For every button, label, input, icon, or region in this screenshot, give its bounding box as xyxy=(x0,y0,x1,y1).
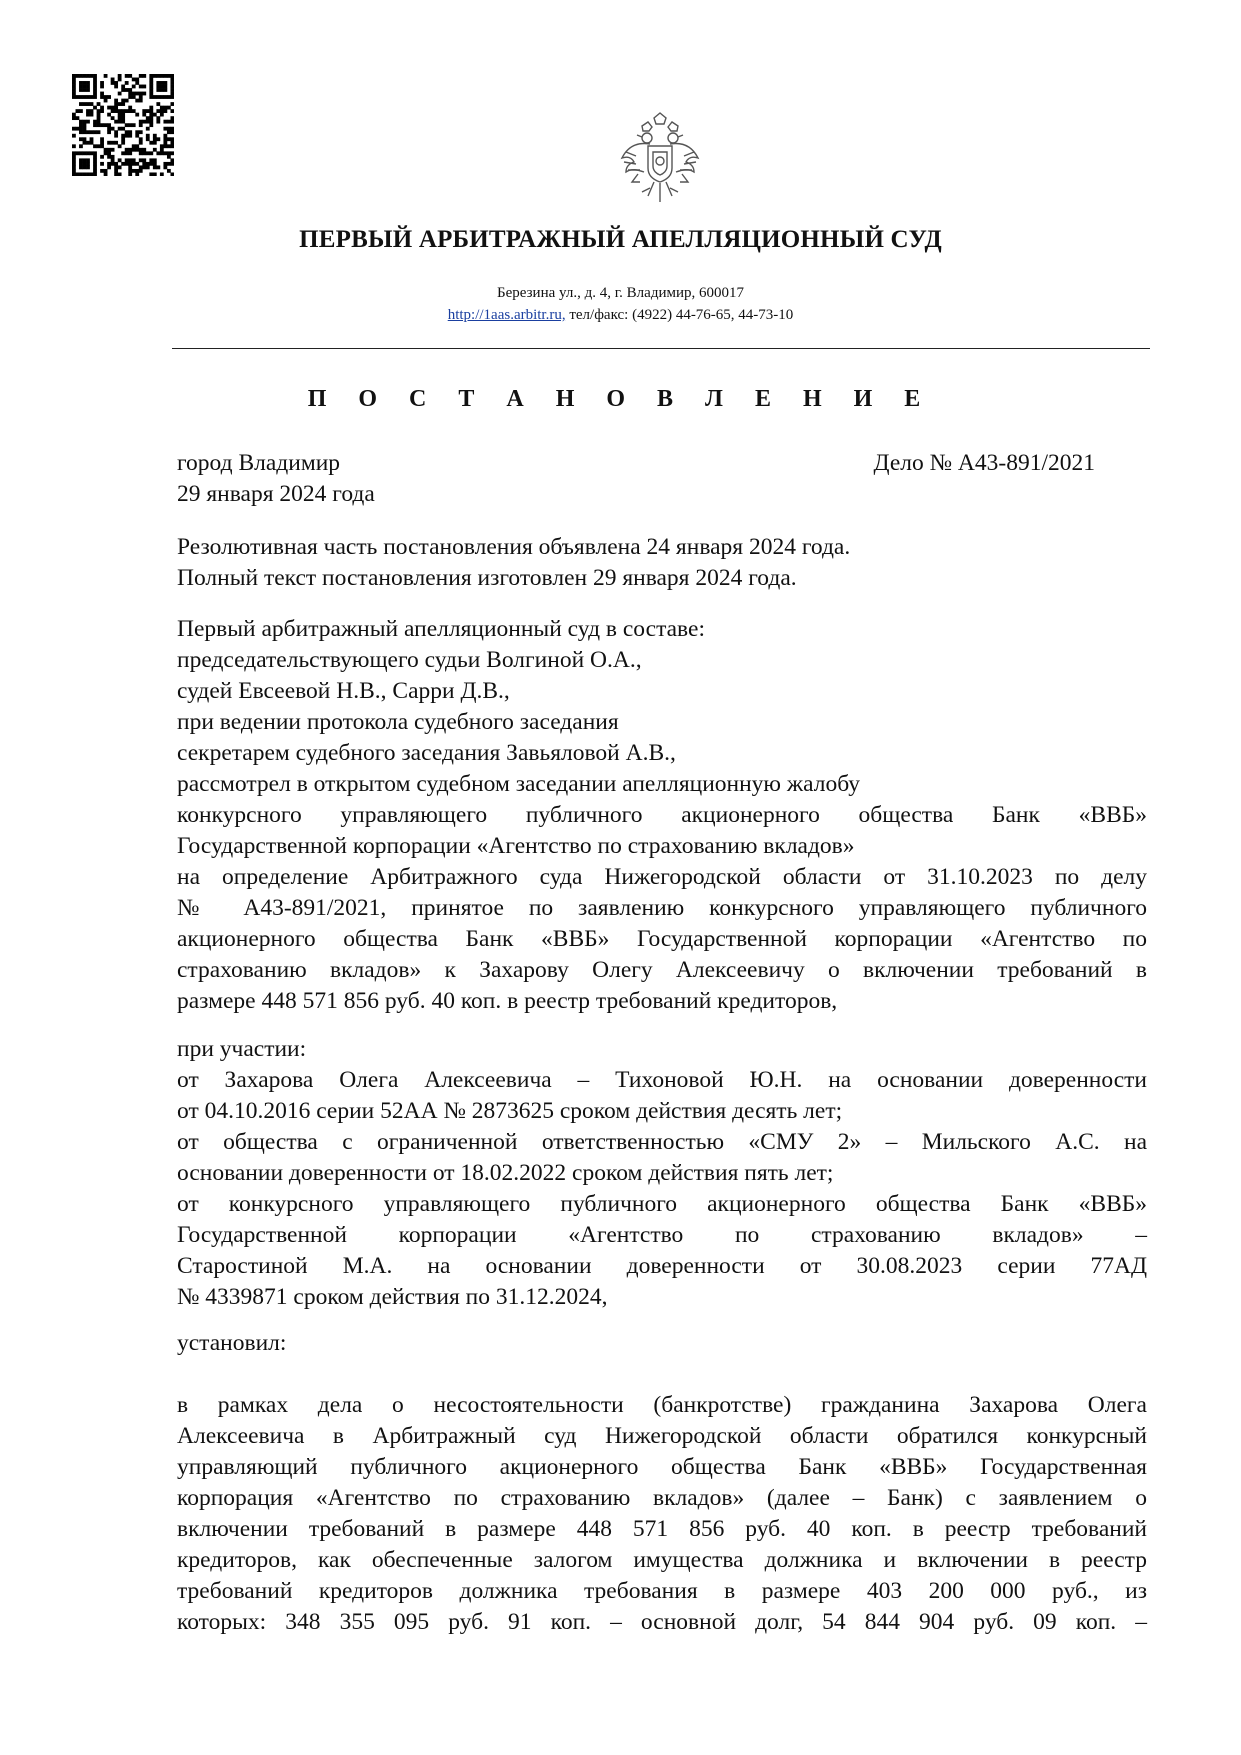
composition-line: страхованию вкладов» к Захарову Олегу Алексеевичу о включении требований в xyxy=(177,957,1147,983)
established-line: требований кредиторов должника требования в размере 403 200 000 руб., из xyxy=(177,1578,1147,1604)
resolution-line: Резолютивная часть постановления объявлена 24 января 2024 года. xyxy=(177,534,851,560)
established-line: в рамках дела о несостоятельности (банкротстве) гражданина Захарова Олега xyxy=(177,1392,1147,1418)
composition-line: конкурсного управляющего публичного акционерного общества Банк «ВВБ» xyxy=(177,802,1147,828)
established-line: Алексеевича в Арбитражный суд Нижегородской области обратился конкурсный xyxy=(177,1423,1147,1449)
composition-line: акционерного общества Банк «ВВБ» Государственной корпорации «Агентство по xyxy=(177,926,1147,952)
resolution-line: Полный текст постановления изготовлен 29 января 2024 года. xyxy=(177,565,797,591)
court-phone: тел/факс: (4922) 44-76-65, 44-73-10 xyxy=(565,307,794,323)
established-line: кредиторов, как обеспеченные залогом имущества должника и включении в реестр xyxy=(177,1547,1147,1573)
participation-line: при участии: xyxy=(177,1036,307,1062)
established-line: которых: 348 355 095 руб. 91 коп. – основной долг, 54 844 904 руб. 09 коп. – xyxy=(177,1609,1147,1635)
composition-line: № А43-891/2021, принятое по заявлению конкурсного управляющего публичного xyxy=(177,895,1147,921)
court-website-link[interactable]: http://1aas.arbitr.ru, xyxy=(447,307,566,323)
resolution-block xyxy=(177,532,1147,594)
city: город Владимир xyxy=(177,450,341,476)
established-line: корпорация «Агентство по страхованию вкладов» (далее – Банк) с заявлением о xyxy=(177,1485,1147,1511)
participation-line: от конкурсного управляющего публичного акционерного общества Банк «ВВБ» xyxy=(177,1191,1147,1217)
composition-line: на определение Арбитражного суда Нижегородской области от 31.10.2023 по делу xyxy=(177,864,1147,890)
header-divider xyxy=(172,348,1150,349)
case-number: Дело № А43-891/2021 xyxy=(873,450,1095,476)
participation-line: Государственной корпорации «Агентство по страхованию вкладов» – xyxy=(177,1222,1147,1248)
document-meta xyxy=(177,448,1147,510)
participation-line: от Захарова Олега Алексеевича – Тихоновой Ю.Н. на основании доверенности xyxy=(177,1067,1147,1093)
participation-line: Старостиной М.А. на основании доверенности от 30.08.2023 серии 77АД xyxy=(177,1253,1147,1279)
composition-line: судей Евсеевой Н.В., Сарри Д.В., xyxy=(177,678,510,704)
established-line: включении требований в размере 448 571 856 руб. 40 коп. в реестр требований xyxy=(177,1516,1147,1542)
participation-line: № 4339871 сроком действия по 31.12.2024, xyxy=(177,1284,608,1310)
document-type: П О С Т А Н О В Л Е Н И Е xyxy=(307,386,934,412)
composition-line: Государственной корпорации «Агентство по страхованию вкладов» xyxy=(177,833,855,859)
court-contacts xyxy=(0,307,1241,324)
participation-line: основании доверенности от 18.02.2022 сроком действия пять лет; xyxy=(177,1160,834,1186)
composition-line: при ведении протокола судебного заседания xyxy=(177,709,619,735)
composition-line: размере 448 571 856 руб. 40 коп. в реестр требований кредиторов, xyxy=(177,988,838,1014)
qr-code xyxy=(72,74,174,176)
participation-line: от общества с ограниченной ответственностью «СМУ 2» – Мильского А.С. на xyxy=(177,1129,1147,1155)
document-date: 29 января 2024 года xyxy=(177,481,375,507)
established-label: установил: xyxy=(177,1330,287,1356)
established-block xyxy=(177,1390,1147,1638)
composition-block xyxy=(177,614,1147,1017)
composition-line: рассмотрел в открытом судебном заседании апелляционную жалобу xyxy=(177,771,861,797)
composition-line: Первый арбитражный апелляционный суд в составе: xyxy=(177,616,705,642)
composition-line: секретарем судебного заседания Завьяловой А.В., xyxy=(177,740,676,766)
coat-of-arms-emblem xyxy=(618,112,702,208)
court-name: ПЕРВЫЙ АРБИТРАЖНЫЙ АПЕЛЛЯЦИОННЫЙ СУД xyxy=(299,226,942,253)
participation-block xyxy=(177,1034,1147,1313)
composition-line: председательствующего судьи Волгиной О.А., xyxy=(177,647,642,673)
court-address: Березина ул., д. 4, г. Владимир, 600017 xyxy=(497,285,744,301)
established-line: управляющий публичного акционерного общества Банк «ВВБ» Государственная xyxy=(177,1454,1147,1480)
participation-line: от 04.10.2016 серии 52АА № 2873625 сроком действия десять лет; xyxy=(177,1098,843,1124)
